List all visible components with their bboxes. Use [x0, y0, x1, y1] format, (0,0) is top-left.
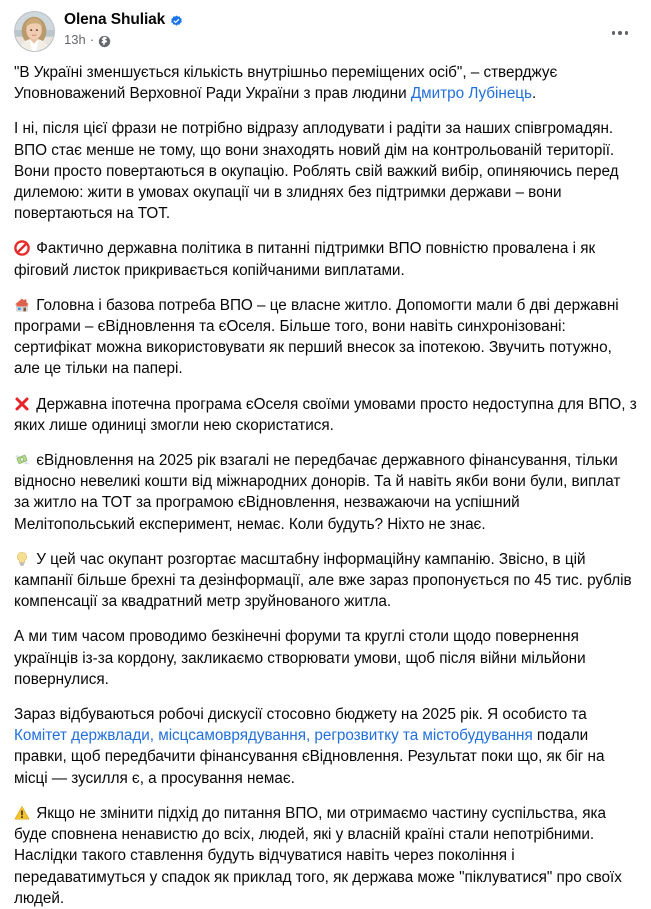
post-text-segment: Головна і базова потреба ВПО – це власне житло. Допомогти мали б дві державні програми – єВідновлення та єОселя. Більше того, вони навіть синхронізовані: сертифікат можна використовувати як перший внесок за іпотекою. Звучить потужно, але це тільки на папері.: [14, 296, 619, 378]
post-text-segment: "В Україні зменшується кількість внутрішньо переміщених осіб", – стверджує Уповноважений Верховної Ради України з прав людини: [14, 64, 558, 103]
post-paragraph: [14, 62, 637, 104]
post-paragraph: [14, 626, 637, 690]
profile-photo-graphic: [15, 12, 54, 51]
post-text-segment: А ми тим часом проводимо безкінечні форуми та круглі столи щодо повернення українців із-за кордону, закликаємо створювати умови, щоб після війни мільйони повернулися.: [14, 628, 586, 688]
avatar[interactable]: [14, 11, 55, 52]
post-text-segment: І ні, після цієї фрази не потрібно відразу аплодувати і радіти за наших співгромадян. ВПО стає менше не тому, що вони знаходять новий дім на контрольованій території. Вони просто повертаються в окупацію. Роблять свій важкий вибір, опиняючись перед дилемою: жити в умовах окупації чи в злиднях без підтримки держави – вони повертаються на ТОТ.: [14, 120, 619, 223]
post-inline-link[interactable]: Комітет держвлади, місцсамоврядування, регрозвитку та містобудування: [14, 727, 533, 745]
prohibited-icon: [14, 240, 30, 256]
post-paragraph: [14, 549, 637, 613]
cross-mark-icon: [14, 396, 30, 412]
post-message-body: [0, 58, 651, 909]
post-timestamp[interactable]: 13h: [64, 32, 86, 47]
light-bulb-icon: [14, 551, 30, 567]
post-text-segment: подали правки, щоб передбачити фінансування єВідновлення. Результат поки що, як біг на місці — зусилля є, а просування немає.: [14, 727, 605, 787]
post-header: [0, 0, 651, 58]
post-text-segment: У цей час окупант розгортає масштабну інформаційну кампанію. Звісно, в цій кампанії більше брехні та дезінформації, але вже зараз пропонується по 45 тис. рублів компенсації за квадратний метр зруйнованого житла.: [14, 550, 632, 611]
post-author-block: [64, 11, 183, 48]
post-inline-link[interactable]: Дмитро Лубінець: [410, 85, 532, 103]
post-text-segment: Державна іпотечна програма єОселя своїми умовами просто недоступна для ВПО, з яких лише одиниці змогли нею скористатися.: [14, 395, 637, 434]
post-paragraph: [14, 704, 637, 789]
money-with-wings-icon: [14, 452, 30, 468]
warning-icon: [14, 805, 30, 821]
post-paragraph: [14, 118, 637, 224]
house-icon: [14, 297, 30, 313]
post-text-segment: Фактично державна політика в питанні підтримки ВПО повністю провалена і як фіговий листок прикривається копійчаними виплатами.: [14, 240, 596, 279]
post-paragraph: [14, 450, 637, 535]
post-more-options-button[interactable]: [605, 18, 635, 48]
post-meta: [64, 32, 183, 48]
post-text-segment: єВідновлення на 2025 рік взагалі не передбачає державного фінансування, тільки відносно невеликі кошти від міжнародних донорів. Та й навіть якби вони були, виплат за житло на ТОТ за програмою єВідновлення, незважаючи на успішний Мелітопольський експеримент, немає. Коли будуть? Ніхто не знає.: [14, 452, 621, 533]
author-name[interactable]: Olena Shuliak: [64, 11, 166, 28]
more-dot: [618, 31, 622, 35]
meta-separator: ·: [89, 32, 95, 47]
more-dot: [612, 31, 616, 35]
verified-badge-icon: [170, 15, 183, 28]
globe-icon[interactable]: [98, 35, 111, 48]
post-text-segment: Зараз відбуваються робочі дискусії стосовно бюджету на 2025 рік. Я особисто та: [14, 706, 587, 724]
post-paragraph: [14, 238, 637, 280]
more-dot: [625, 31, 629, 35]
author-row: [64, 11, 183, 29]
post-paragraph: [14, 295, 637, 380]
post-paragraph: [14, 394, 637, 436]
post-text-segment: Якщо не змінити підхід до питання ВПО, ми отримаємо частину суспільства, яка буде сповнена ненавистю до всіх, людей, які у власній країні стали непотрібними. Наслідки такого ставлення будуть відчуватися навіть через покоління і передаватимуться у спадок як приклад того, як держава може "піклуватися" про своїх людей.: [14, 804, 622, 907]
post-paragraph: [14, 803, 637, 909]
post-text-segment: .: [531, 85, 537, 103]
